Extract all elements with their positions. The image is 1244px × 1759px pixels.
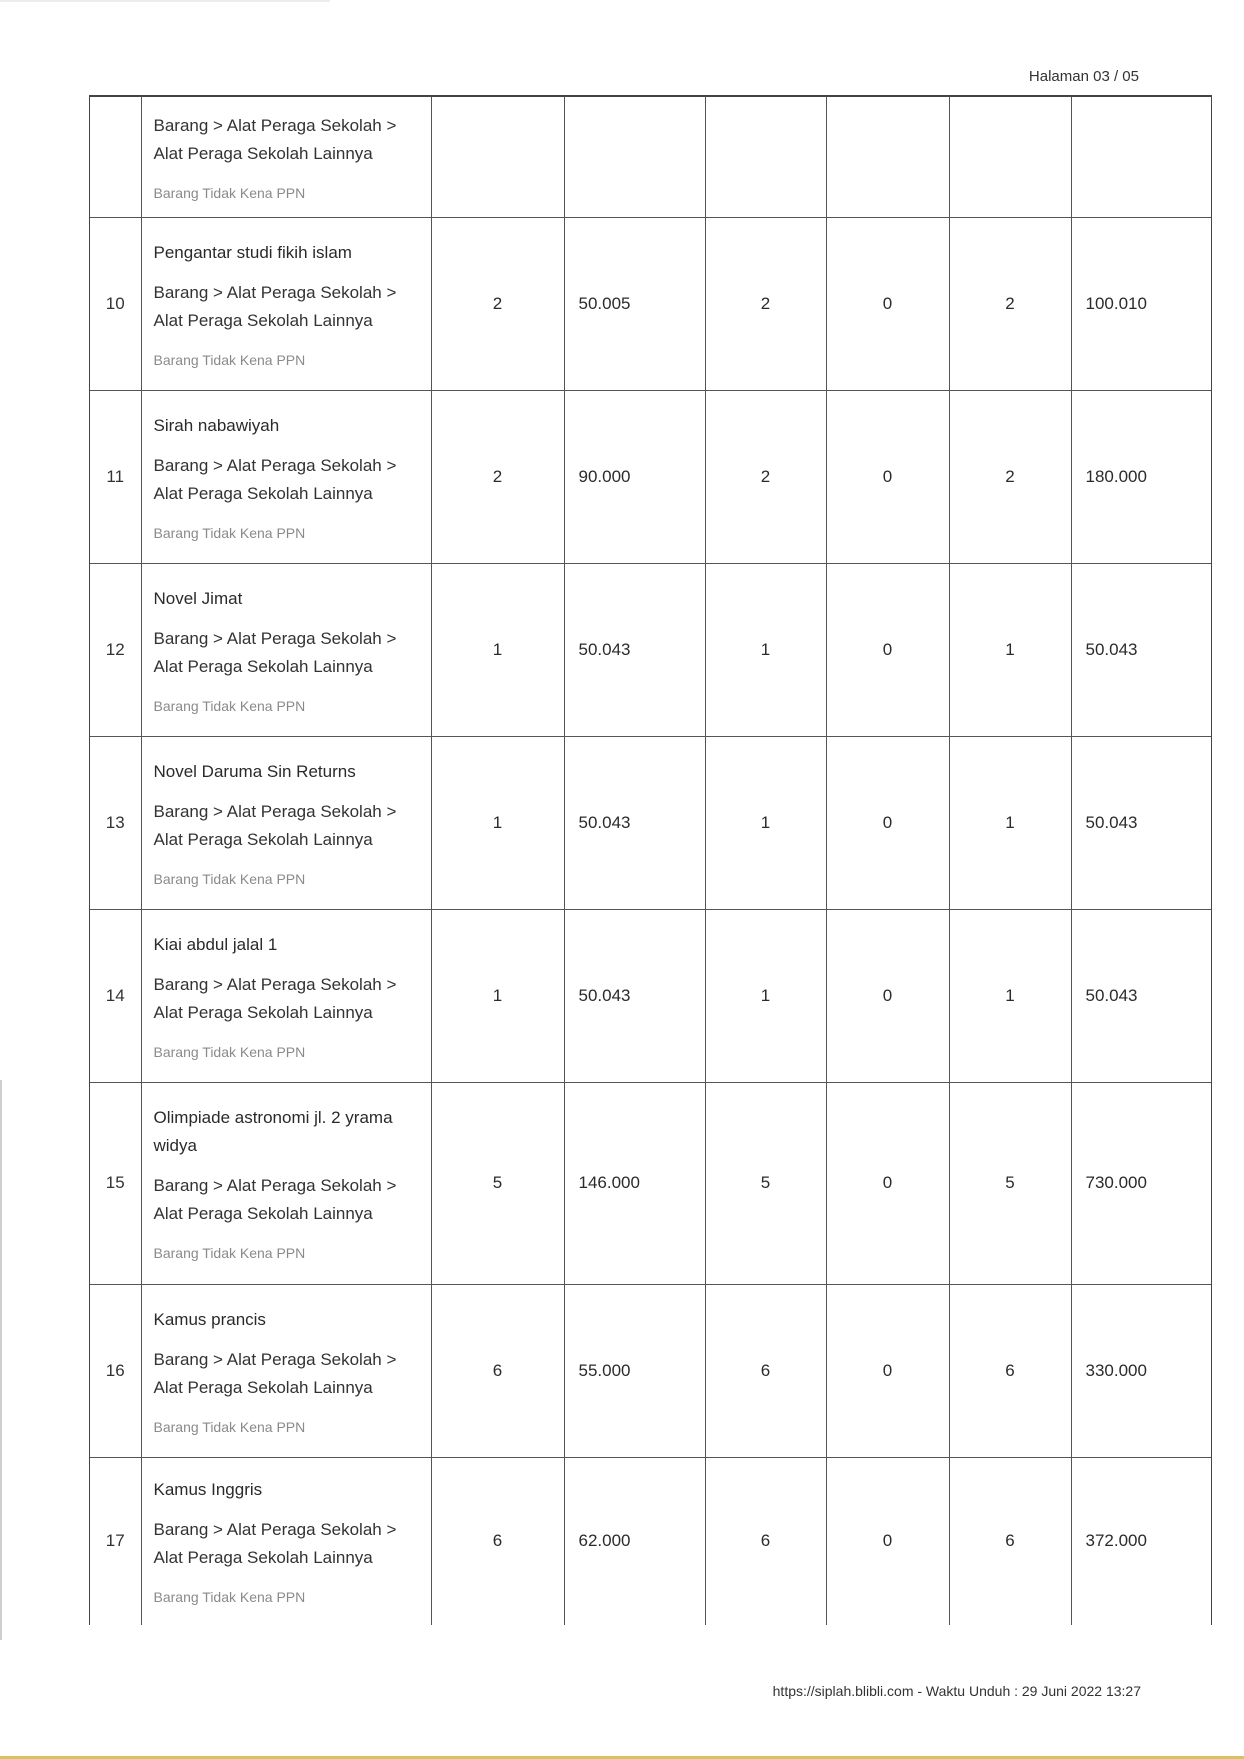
row-number: 13 [90,736,141,909]
row-number: 14 [90,909,141,1082]
quantity: 1 [431,563,564,736]
item-name: Kiai abdul jalal 1 [153,934,278,954]
received-quantity: 5 [705,1082,826,1284]
row-total: 100.010 [1071,217,1211,390]
item-name: Novel Daruma Sin Returns [153,761,356,781]
item-name: Novel Jimat [153,588,243,608]
item-description [141,1457,431,1625]
row-number: 10 [90,217,141,390]
final-quantity [949,97,1071,217]
final-quantity: 1 [949,563,1071,736]
unit-price: 50.005 [564,217,705,390]
table-row [90,563,1211,736]
received-quantity: 1 [705,736,826,909]
quantity: 1 [431,909,564,1082]
returned-quantity: 0 [826,390,949,563]
received-quantity: 6 [705,1284,826,1457]
row-total [1071,97,1211,217]
final-quantity: 2 [949,217,1071,390]
item-category: Barang > Alat Peraga Sekolah > Alat Peraga Sekolah Lainnya [153,628,397,676]
tax-status: Barang Tidak Kena PPN [153,351,306,368]
table-row [90,390,1211,563]
tax-status: Barang Tidak Kena PPN [153,1245,306,1261]
returned-quantity: 0 [826,1284,949,1457]
returned-quantity: 0 [826,736,949,909]
quantity: 6 [431,1284,564,1457]
item-category: Barang > Alat Peraga Sekolah > Alat Peraga Sekolah Lainnya [153,1176,397,1223]
row-number [90,97,141,217]
table-row [90,909,1211,1082]
items-table [90,97,1211,1625]
tax-status: Barang Tidak Kena PPN [153,1418,306,1435]
unit-price: 55.000 [564,1284,705,1457]
table-row [90,1457,1211,1625]
item-name: Sirah nabawiyah [153,415,280,435]
page-number: Halaman 03 / 05 [1028,68,1139,85]
item-description [141,1082,431,1284]
unit-price: 146.000 [564,1082,705,1284]
row-number: 11 [90,390,141,563]
table-row [90,1284,1211,1457]
received-quantity: 2 [705,217,826,390]
quantity: 2 [431,217,564,390]
final-quantity: 1 [949,736,1071,909]
tax-status: Barang Tidak Kena PPN [153,1589,306,1606]
quantity [431,97,564,217]
table-row [90,1082,1211,1284]
final-quantity: 2 [949,390,1071,563]
item-category: Barang > Alat Peraga Sekolah > Alat Peraga Sekolah Lainnya [153,1349,397,1397]
quantity: 6 [431,1457,564,1625]
received-quantity: 6 [705,1457,826,1625]
row-total: 330.000 [1071,1284,1211,1457]
final-quantity: 1 [949,909,1071,1082]
tax-status: Barang Tidak Kena PPN [153,524,306,541]
quantity: 1 [431,736,564,909]
item-description [141,390,431,563]
item-category: Barang > Alat Peraga Sekolah > Alat Peraga Sekolah Lainnya [153,282,397,330]
unit-price: 50.043 [564,909,705,1082]
item-category: Barang > Alat Peraga Sekolah > Alat Peraga Sekolah Lainnya [153,801,397,849]
item-description [141,909,431,1082]
row-number: 17 [90,1457,141,1625]
scan-edge-line [0,1080,2,1640]
row-total: 730.000 [1071,1082,1211,1284]
row-number: 16 [90,1284,141,1457]
item-description [141,97,431,217]
row-total: 372.000 [1085,1531,1147,1551]
row-total: 50.043 [1071,563,1211,736]
unit-price [564,97,705,217]
unit-price: 62.000 [564,1457,705,1625]
unit-price: 50.043 [564,736,705,909]
tax-status: Barang Tidak Kena PPN [153,697,306,714]
received-quantity [705,97,826,217]
returned-quantity: 0 [826,1457,949,1625]
table-row [90,736,1211,909]
returned-quantity: 0 [826,909,949,1082]
item-category: Barang > Alat Peraga Sekolah > Alat Peraga Sekolah Lainnya [153,455,397,503]
scan-edge-mark [0,0,330,2]
tax-status: Barang Tidak Kena PPN [153,1043,306,1060]
returned-quantity: 0 [826,217,949,390]
item-name: Pengantar studi fikih islam [153,242,352,262]
item-description [141,736,431,909]
quantity: 2 [431,390,564,563]
unit-price: 50.043 [564,563,705,736]
final-quantity: 5 [949,1082,1071,1284]
item-category: Barang > Alat Peraga Sekolah > Alat Peraga Sekolah Lainnya [153,974,397,1022]
received-quantity: 2 [705,390,826,563]
final-quantity: 6 [949,1457,1071,1625]
item-name: Kamus prancis [153,1309,266,1329]
tax-status: Barang Tidak Kena PPN [153,184,306,201]
tax-status: Barang Tidak Kena PPN [153,870,306,887]
item-category: Barang > Alat Peraga Sekolah > Alat Peraga Sekolah Lainnya [153,1520,397,1568]
received-quantity: 1 [705,563,826,736]
row-total: 50.043 [1071,736,1211,909]
unit-price: 90.000 [564,390,705,563]
download-footer: https://siplah.blibli.com - Waktu Unduh : 29 Juni 2022 13:27 [772,1683,1141,1699]
item-category: Barang > Alat Peraga Sekolah > Alat Peraga Sekolah Lainnya [153,115,397,163]
row-number: 12 [90,563,141,736]
quantity: 5 [431,1082,564,1284]
item-name: Olimpiade astronomi jl. 2 yrama widya [153,1108,393,1155]
received-quantity: 1 [705,909,826,1082]
item-description [141,563,431,736]
items-table-container [89,95,1212,1625]
returned-quantity: 0 [826,563,949,736]
final-quantity: 6 [949,1284,1071,1457]
row-total: 180.000 [1071,390,1211,563]
table-row [90,97,1211,217]
item-description [141,217,431,390]
returned-quantity: 0 [826,1082,949,1284]
row-total: 50.043 [1071,909,1211,1082]
item-description [141,1284,431,1457]
returned-quantity [826,97,949,217]
table-row [90,217,1211,390]
row-number: 15 [90,1082,141,1284]
item-name: Kamus Inggris [153,1480,263,1500]
